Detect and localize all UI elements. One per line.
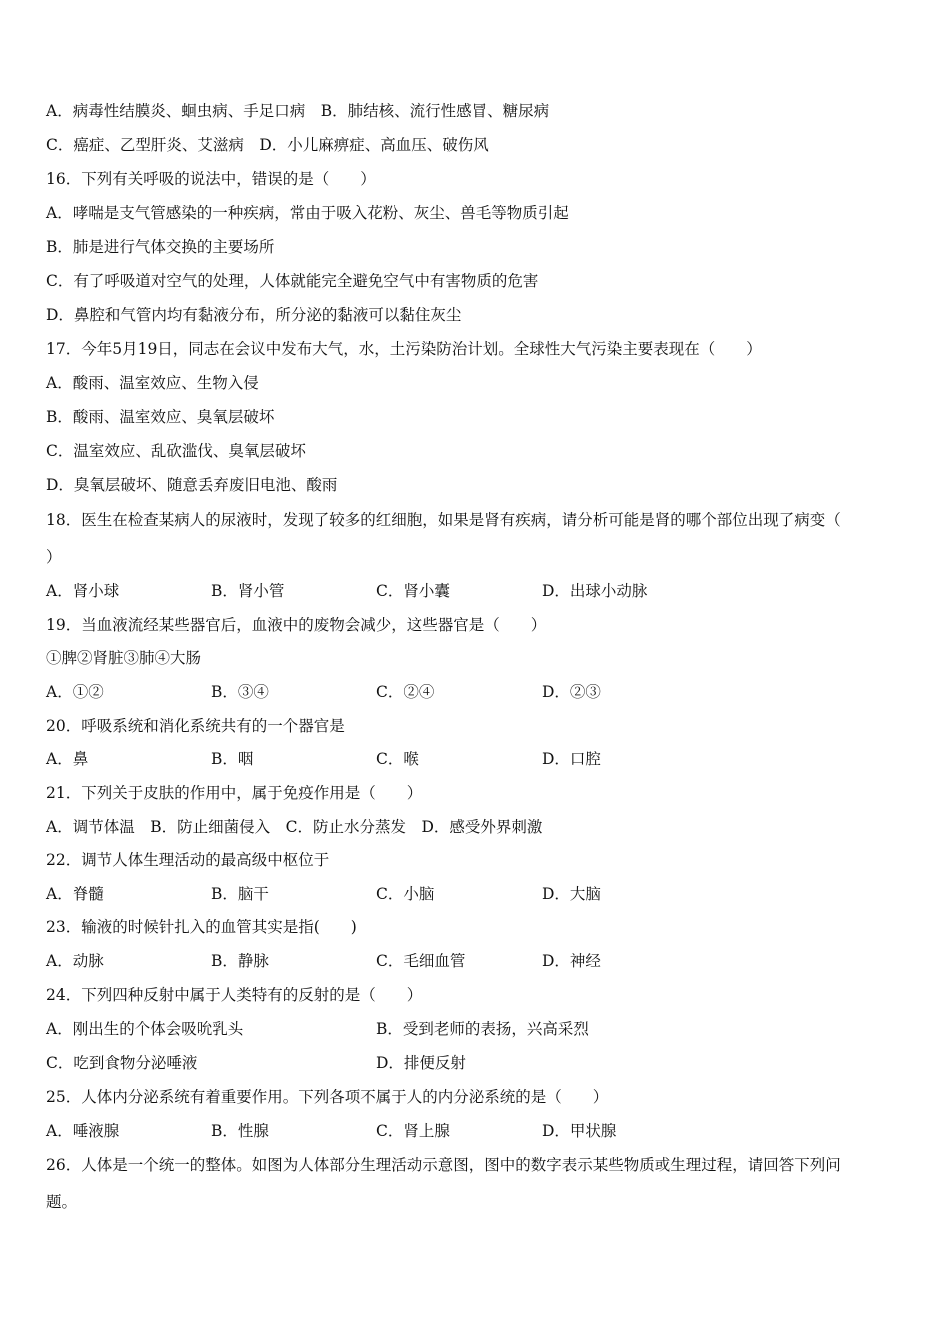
q19-choices: ①脾②肾脏③肺④大肠	[46, 649, 202, 667]
q24-option-b: B．受到老师的表扬，兴高采烈	[376, 1020, 589, 1038]
q23-option-a: A．动脉	[46, 952, 104, 970]
q22-option-b: B．脑干	[211, 885, 269, 903]
q19-option-a: A．①②	[46, 683, 104, 701]
q22-option-a: A．脊髓	[46, 885, 104, 903]
q19-option-b: B．③④	[211, 683, 269, 701]
q24-option-c: C．吃到食物分泌唾液	[46, 1054, 198, 1072]
q25-option-d: D．甲状腺	[542, 1122, 617, 1140]
q17-option-a: A．酸雨、温室效应、生物入侵	[46, 374, 259, 392]
q24-stem: 24．下列四种反射中属于人类特有的反射的是（ ）	[46, 986, 423, 1004]
q17-stem: 17．今年5月19日，同志在会议中发布大气，水，土污染防治计划。全球性大气污染主要表现在（ ）	[46, 340, 762, 358]
q23-option-c: C．毛细血管	[376, 952, 466, 970]
q26-stem-line-1: 26．人体是一个统一的整体。如图为人体部分生理活动示意图，图中的数字表示某些物质或生理过程，请回答下列问	[46, 1156, 841, 1174]
q18-stem-line-2: ）	[46, 548, 62, 566]
q20-stem: 20．呼吸系统和消化系统共有的一个器官是	[46, 717, 345, 735]
q18-stem-line-1: 18．医生在检查某病人的尿液时，发现了较多的红细胞，如果是肾有疾病，请分析可能是肾的哪个部位出现了病变（	[46, 511, 841, 529]
q20-option-d: D．口腔	[542, 750, 601, 768]
q20-option-b: B．咽	[211, 750, 254, 768]
q17-option-d: D．臭氧层破坏、随意丢弃废旧电池、酸雨	[46, 476, 338, 494]
q16-option-c: C．有了呼吸道对空气的处理，人体就能完全避免空气中有害物质的危害	[46, 272, 539, 290]
q18-option-b: B．肾小管	[211, 582, 285, 600]
q25-option-a: A．唾液腺	[46, 1122, 120, 1140]
q20-option-a: A．鼻	[46, 750, 89, 768]
q18-option-d: D．出球小动脉	[542, 582, 648, 600]
q17-option-b: B．酸雨、温室效应、臭氧层破坏	[46, 408, 275, 426]
q20-option-c: C．喉	[376, 750, 419, 768]
q22-option-c: C．小脑	[376, 885, 435, 903]
q16-option-b: B．肺是进行气体交换的主要场所	[46, 238, 275, 256]
q18-option-c: C．肾小囊	[376, 582, 450, 600]
q24-option-d: D．排便反射	[376, 1054, 466, 1072]
q19-stem: 19．当血液流经某些器官后，血液中的废物会减少，这些器官是（ ）	[46, 616, 547, 634]
q16-option-a: A．哮喘是支气管感染的一种疾病，常由于吸入花粉、灰尘、兽毛等物质引起	[46, 204, 569, 222]
q16-option-d: D．鼻腔和气管内均有黏液分布，所分泌的黏液可以黏住灰尘	[46, 306, 462, 324]
q19-option-d: D．②③	[542, 683, 601, 701]
q21-options-line: A．调节体温 B．防止细菌侵入 C．防止水分蒸发 D．感受外界刺激	[46, 818, 543, 836]
q15-options-line-2: C．癌症、乙型肝炎、艾滋病 D．小儿麻痹症、高血压、破伤风	[46, 136, 489, 154]
q19-option-c: C．②④	[376, 683, 435, 701]
q26-stem-line-2: 题。	[46, 1193, 78, 1211]
q23-option-d: D．神经	[542, 952, 601, 970]
q23-stem: 23．输液的时候针扎入的血管其实是指( )	[46, 918, 357, 936]
q18-option-a: A．肾小球	[46, 582, 120, 600]
q24-option-a: A．刚出生的个体会吸吮乳头	[46, 1020, 244, 1038]
q21-stem: 21．下列关于皮肤的作用中，属于免疫作用是（ ）	[46, 784, 423, 802]
q15-options-line-1: A．病毒性结膜炎、蛔虫病、手足口病 B．肺结核、流行性感冒、糖尿病	[46, 102, 550, 120]
q25-stem: 25．人体内分泌系统有着重要作用。下列各项不属于人的内分泌系统的是（ ）	[46, 1088, 609, 1106]
q23-option-b: B．静脉	[211, 952, 269, 970]
q16-stem: 16．下列有关呼吸的说法中，错误的是（ ）	[46, 170, 376, 188]
q22-option-d: D．大脑	[542, 885, 601, 903]
q17-option-c: C．温室效应、乱砍滥伐、臭氧层破坏	[46, 442, 306, 460]
q22-stem: 22．调节人体生理活动的最高级中枢位于	[46, 851, 330, 869]
q25-option-c: C．肾上腺	[376, 1122, 450, 1140]
q25-option-b: B．性腺	[211, 1122, 269, 1140]
